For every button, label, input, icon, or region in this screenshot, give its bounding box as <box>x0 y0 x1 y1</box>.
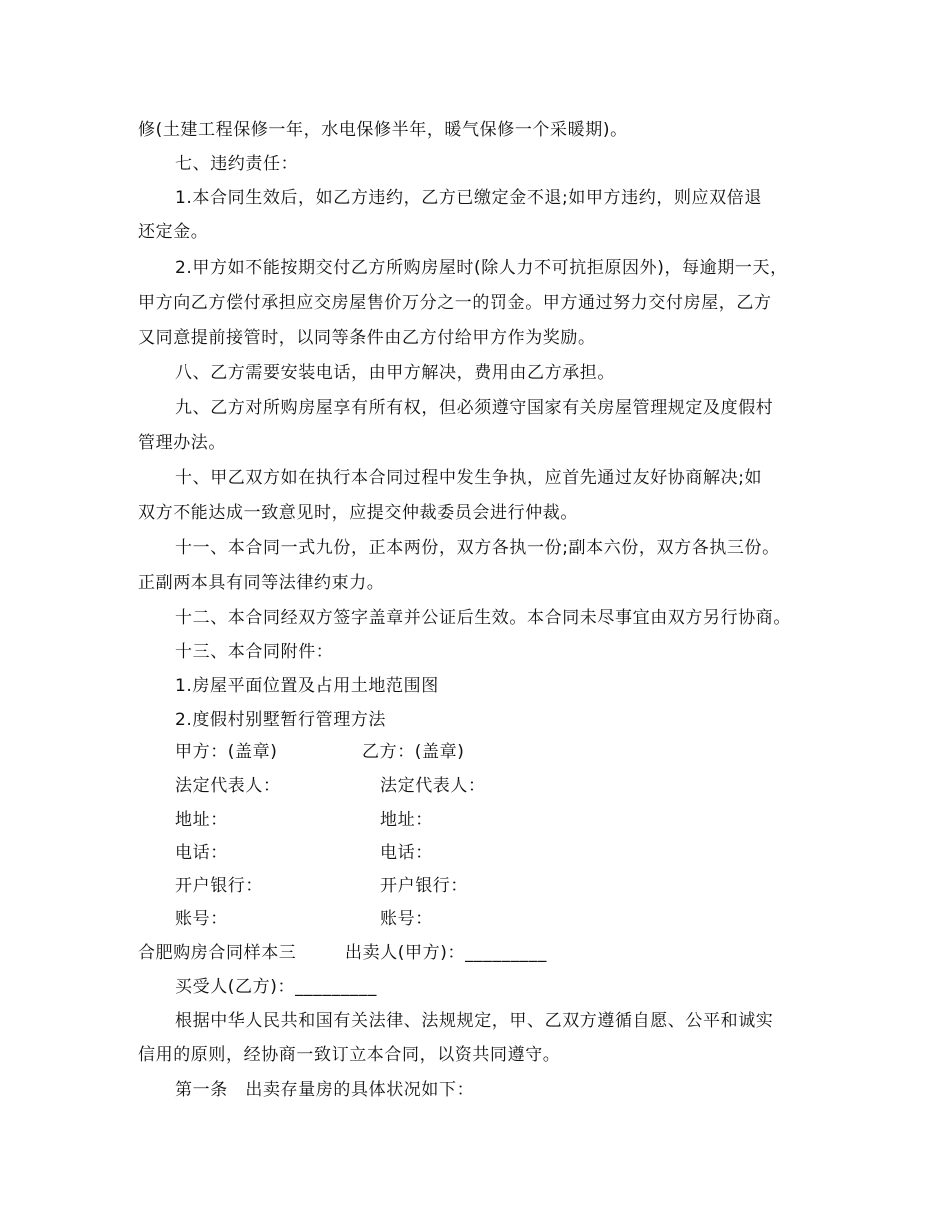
signature-field: 账号： <box>380 909 433 929</box>
contract-title: 合肥购房合同样本三 <box>138 943 297 963</box>
text-line: 还定金。 <box>138 222 209 242</box>
party-b-seal: 乙方：(盖章) <box>362 742 465 762</box>
signature-field: 账号： <box>175 909 228 929</box>
section-heading: 十三、本合同附件： <box>175 642 334 662</box>
text-line: 根据中华人民共和国有关法律、法规规定，甲、乙双方遵循自愿、公平和诚实 <box>175 1011 774 1031</box>
section-heading: 十二、本合同经双方签字盖章并公证后生效。本合同未尽事宜由双方另行协商。 <box>175 608 791 628</box>
text-line: 双方不能达成一致意见时，应提交仲裁委员会进行仲裁。 <box>138 503 578 523</box>
article-heading: 第一条 出卖存量房的具体状况如下： <box>175 1080 475 1100</box>
signature-field: 电话： <box>380 843 433 863</box>
signature-field: 地址： <box>380 810 433 830</box>
text-line: 1.本合同生效后，如乙方违约，乙方已缴定金不退;如甲方违约，则应双倍退 <box>175 188 762 208</box>
text-line: 正副两本具有同等法律约束力。 <box>138 573 385 593</box>
party-a-seal: 甲方：(盖章) <box>175 742 278 762</box>
signature-field: 电话： <box>175 843 228 863</box>
attachment-item: 1.房屋平面位置及占用土地范围图 <box>175 676 439 696</box>
signature-field: 法定代表人： <box>175 776 281 796</box>
attachment-item: 2.度假村别墅暂行管理方法 <box>175 710 387 730</box>
text-line: 信用的原则，经协商一致订立本合同，以资共同遵守。 <box>138 1045 561 1065</box>
signature-field: 开户银行： <box>380 876 468 896</box>
section-heading: 七、违约责任： <box>175 154 299 174</box>
section-heading: 十、甲乙双方如在执行本合同过程中发生争执，应首先通过友好协商解决;如 <box>175 468 763 488</box>
signature-field: 地址： <box>175 810 228 830</box>
section-heading: 十一、本合同一式九份，正本两份，双方各执一份;副本六份，双方各执三份。 <box>175 538 780 558</box>
text-line: 2.甲方如不能按期交付乙方所购房屋时(除人力不可抗拒原因外)，每逾期一天， <box>175 258 788 278</box>
text-line: 又同意提前接管时，以同等条件由乙方付给甲方作为奖励。 <box>138 328 596 348</box>
buyer-line: 买受人(乙方)：_________ <box>175 977 377 997</box>
signature-field: 开户银行： <box>175 876 263 896</box>
text-line: 管理办法。 <box>138 433 226 453</box>
text-line: 甲方向乙方偿付承担应交房屋售价万分之一的罚金。甲方通过努力交付房屋，乙方 <box>138 293 772 313</box>
signature-field: 法定代表人： <box>380 776 486 796</box>
section-heading: 八、乙方需要安装电话，由甲方解决，费用由乙方承担。 <box>175 363 615 383</box>
seller-line: 出卖人(甲方)：_________ <box>345 943 547 963</box>
text-line: 修(土建工程保修一年，水电保修半年，暖气保修一个采暖期)。 <box>138 120 628 140</box>
section-heading: 九、乙方对所购房屋享有所有权，但必须遵守国家有关房屋管理规定及度假村 <box>175 398 774 418</box>
